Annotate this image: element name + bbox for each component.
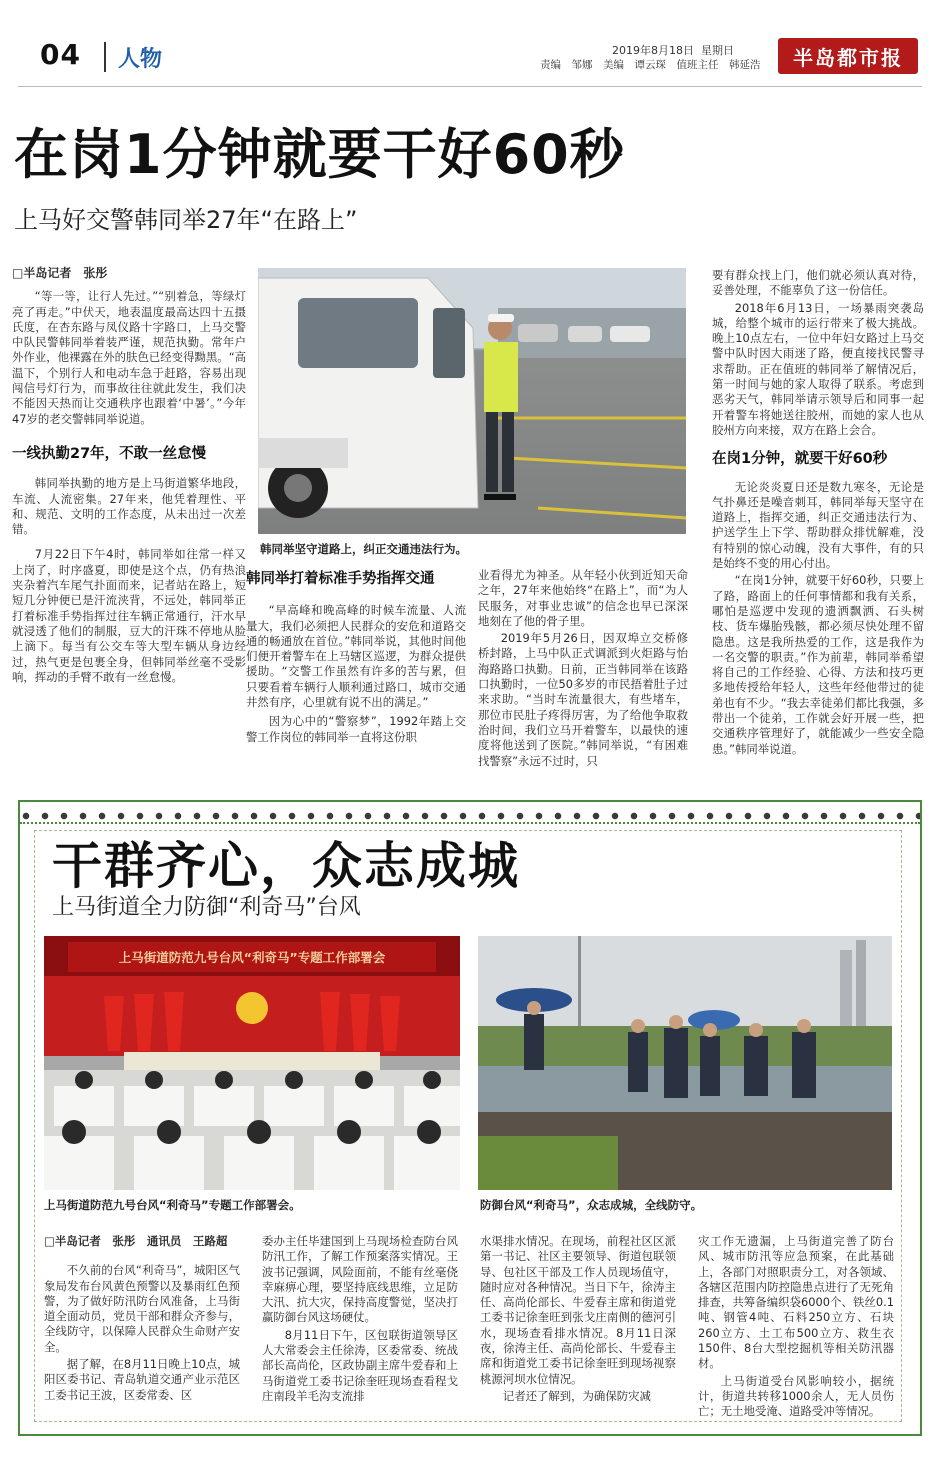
article2-paragraph: 委办主任毕建国到上马现场检查防台风防汛工作，了解工作预案落实情况。王波书记强调，风险面前，不能有丝毫侥幸麻痹心理，要坚持底线思维，立足防大汛、抗大灾，保持高度警觉，坚决打赢防御台风这场硬仗。 <box>262 1234 458 1325</box>
page-number: 04 <box>40 38 81 71</box>
article2-column-3 <box>480 1234 676 1404</box>
meeting-photo-caption: 上马街道防范九号台风“利奇马”专题工作部署会。 <box>44 1198 301 1212</box>
article2-byline: □半岛记者 张彤 通讯员 王路超 <box>44 1234 228 1248</box>
article2-paragraph: 记者还了解到，为确保防灾减 <box>502 1388 651 1403</box>
article1-subheading: 一线执勤27年，不敢一丝怠慢 <box>12 445 207 462</box>
article2-paragraph: 8月11日下午，区包联街道领导区人大常委会主任徐涛，区委常委、统战部长高尚伦，区政协副主席牛爱春和上马街道党工委书记徐奎旺现场查看程戈庄南段羊毛沟支流排 <box>262 1327 458 1403</box>
flood-inspection-photo <box>478 936 892 1190</box>
article2-paragraph: 不久前的台风“利奇马”，城阳区气象局发布台风黄色预警以及暴雨红色预警，为了做好防汛防台风准备，上马街道全面动员，党员干部和群众齐参与，全线防守，以保障人民群众生命财产安全。 <box>44 1263 240 1354</box>
date-text: 2019年8月18日 <box>612 44 694 57</box>
officer-photo-illustration <box>258 268 686 534</box>
article1-column-1 <box>12 266 246 685</box>
section-name: 人物 <box>118 47 163 72</box>
officer-photo <box>258 268 686 534</box>
article1-column-2 <box>246 572 466 745</box>
article2-paragraph: 灾工作无遗漏，上马街道完善了防台风、城市防汛等应急预案，在此基础上，各部门对照职责分工，对各领域、各辖区范围内防控隐患点进行了无死角排查，共筹备编织袋6000个、铁丝0.1吨、钢管4吨、石料250立方、石块260立方、土工布500立方、救生衣150件、8台大型挖掘机等相关防汛器材。 <box>698 1234 894 1371</box>
article2-column-4 <box>698 1234 894 1420</box>
article1-paragraph: “在岗1分钟，就要干好60秒，只要上了路，路面上的任何事情都和我有关系，哪怕是巡逻中发现的遗洒飘洒、石头树枝、货车爆胎残骸，都必须尽快处理不留隐患。这是我所热爱的工作，这是我作为一名交警的职责。”作为前辈，韩同举希望将自己的工作经验、心得、方法和技巧更多地传授给年轻人，这些年经他带过的徒弟也有不少。“我去幸徒弟们都比我强，多带出一个徒弟，工作就会好开展一些，把交通秩序管理好了，就能减少一些安全隐患。”韩同举说道。 <box>712 573 924 756</box>
article1-byline: □半岛记者 张彤 <box>12 266 108 280</box>
article1-column-3 <box>478 568 688 769</box>
article1-paragraph: 2018年6月13日，一场暴雨突袭岛城，给整个城市的运行带来了极大挑战。晚上10点左右，一位中年妇女路过上马交警中队时因大雨迷了路，便直接找民警寻求帮助。正在值班的韩同举了解情况后，第一时间与她的家人取得了联系。考虑到恶劣天气，韩同举请示领导后和同事一起开着警车将她送往胶州，而她的家人也从胶州方向来接，双方在路上会合。 <box>712 300 924 437</box>
flood-photo-caption: 防御台风“利奇马”，众志成城，全线防守。 <box>480 1198 703 1212</box>
article2-paragraph: 水渠排水情况。在现场，前程社区区派第一书记、社区主要领导、街道包联领导、包社区干部及工作人员现场值守，随时应对各种情况。当日下午，徐涛主任、高尚伦部长、牛爱春主席和街道党工委书记徐奎旺到张戈庄南侧的德河引水，现场查看排水情况。8月11日深夜，徐涛主任、高尚伦部长、牛爱春主席和街道党工委书记徐奎旺到现场视察桃源河坝水位情况。 <box>480 1234 676 1386</box>
article1-column-4 <box>712 268 924 757</box>
flood-inspection-illustration <box>478 936 892 1190</box>
meeting-photo <box>44 936 460 1190</box>
article1-paragraph: 无论炎炎夏日还是数九寒冬，无论是气扑鼻还是噪音刺耳，韩同举每天坚守在道路上，指挥交通，纠正交通违法行为、护送学生上下学、帮助群众排忧解难，没有特别的惊心动魄，没有大事件，有的只是始终不变的用心付出。 <box>712 479 924 571</box>
editor-credits: 责编 邹娜 美编 谭云琛 值班主任 韩延浩 <box>540 59 761 71</box>
article1-paragraph: 业看得尤为神圣。从年轻小伙到近知天命之年，27年来他始终“在路上”，而“为人民服务，对事业忠诚”的信念也早已深深地刻在了他的骨子里。 <box>478 568 688 628</box>
article1-subheading: 在岗1分钟，就要干好60秒 <box>712 451 888 468</box>
article1-paragraph: “等一等，让行人先过。”“别着急，等绿灯亮了再走。”中伏天，地表温度最高达四十五摄氏度，在杏东路与凤仪路十字路口，上马交警中队民警韩同举着装严谨，规范执勤。常年户外作业，他裸露在外的肤色已经变得黝黑。“高温下，个别行人和电动车急于赶路，容易出现闯信号灯行为，而事故往往就此发生，我们决不能因天热而让交通秩序也跟着‘中暑’。”今年47岁的老交警韩同举说道。 <box>12 289 246 426</box>
header-rule <box>18 86 922 87</box>
article1-title: 在岗1分钟就要干好60秒 <box>14 123 625 186</box>
article1-paragraph: 韩同举执勤的地方是上马街道繁华地段，车流、人流密集。27年来，他凭着理性、平和、规范、文明的工作态度，从未出过一次差错。 <box>12 476 246 537</box>
article1-subheading: 韩同举打着标准手势指挥交通 <box>246 571 435 587</box>
masthead-text: 半岛都市报 <box>793 45 903 70</box>
meeting-banner-text: 上马街道防范九号台风“利奇马”专题工作部署会 <box>118 950 386 965</box>
masthead-logo <box>778 38 918 74</box>
header-divider <box>104 42 106 72</box>
issue-date <box>612 42 734 58</box>
article2-paragraph: 上马街道受台风影响较小，据统计，街道共转移1000余人，无人员伤亡；无土地受淹、道路受冲等情况。 <box>698 1373 894 1419</box>
article1-paragraph: 要有群众找上门，他们就必须认真对待，妥善处理，不能辜负了这一份信任。 <box>712 268 924 298</box>
article1-subtitle: 上马好交警韩同举27年“在路上” <box>14 206 358 234</box>
article2-column-2 <box>262 1234 458 1404</box>
meeting-photo-illustration <box>44 936 460 1190</box>
article1-paragraph: 2019年5月26日，因双埠立交桥修桥封路，上马中队正式调派到火炬路与怡海路路口执勤。日前，正当韩同举在该路口执勤时，一位50多岁的市民捂着肚子过来求助。“当时车流量很大，有些堵车，那位市民肚子疼得厉害，为了给他争取救治时间，我们立马开着警车，以最快的速度将他送到了医院。”韩同举说，“有困难找警察”永远不过时，只 <box>478 631 688 768</box>
article2-title: 干群齐心，众志成城 <box>52 837 520 895</box>
notebook-spiral-strip <box>20 802 920 824</box>
article1-paragraph: “早高峰和晚高峰的时候车流量、人流量大，我们必须把人民群众的安危和道路交通的畅通放在首位。”韩同举说，其他时间他们便开着警车在上马辖区巡逻，为群众提供援助。“交警工作虽然有许多的苦与累，但只要看着车辆行人顺利通过路口，城市交通井然有序，心里就有说不出的满足。” <box>246 603 466 710</box>
officer-photo-caption: 韩同举坚守道路上，纠正交通违法行为。 <box>260 542 467 556</box>
weekday-text: 星期日 <box>701 44 734 57</box>
article2-paragraph: 据了解，在8月11日晚上10点，城阳区委书记、青岛轨道交通产业示范区工委书记王波，区委常委、区 <box>44 1357 240 1402</box>
article1-paragraph: 7月22日下午4时，韩同举如往常一样又上岗了，时序盛夏，即使是这个点，仍有热浪夹杂着汽车尾气扑面而来，记者站在路上，短短几分钟便已是汗流浃背，不远处，韩同举正打着标准手势指挥过往车辆正常通行，汗水早就浸透了他们的制服，豆大的汗珠不停地从脸上滴下。每当有公交车等大型车辆从身边经过，热气更是包裹全身，但韩同举丝毫不受影响，挥动的手臂不敢有一丝怠慢。 <box>12 547 246 684</box>
article2-column-1 <box>44 1234 240 1403</box>
article2-subtitle: 上马街道全力防御“利奇马”台风 <box>52 895 361 920</box>
article1-paragraph: 因为心中的“警察梦”，1992年踏上交警工作岗位的韩同举一直将这份职 <box>246 714 466 744</box>
